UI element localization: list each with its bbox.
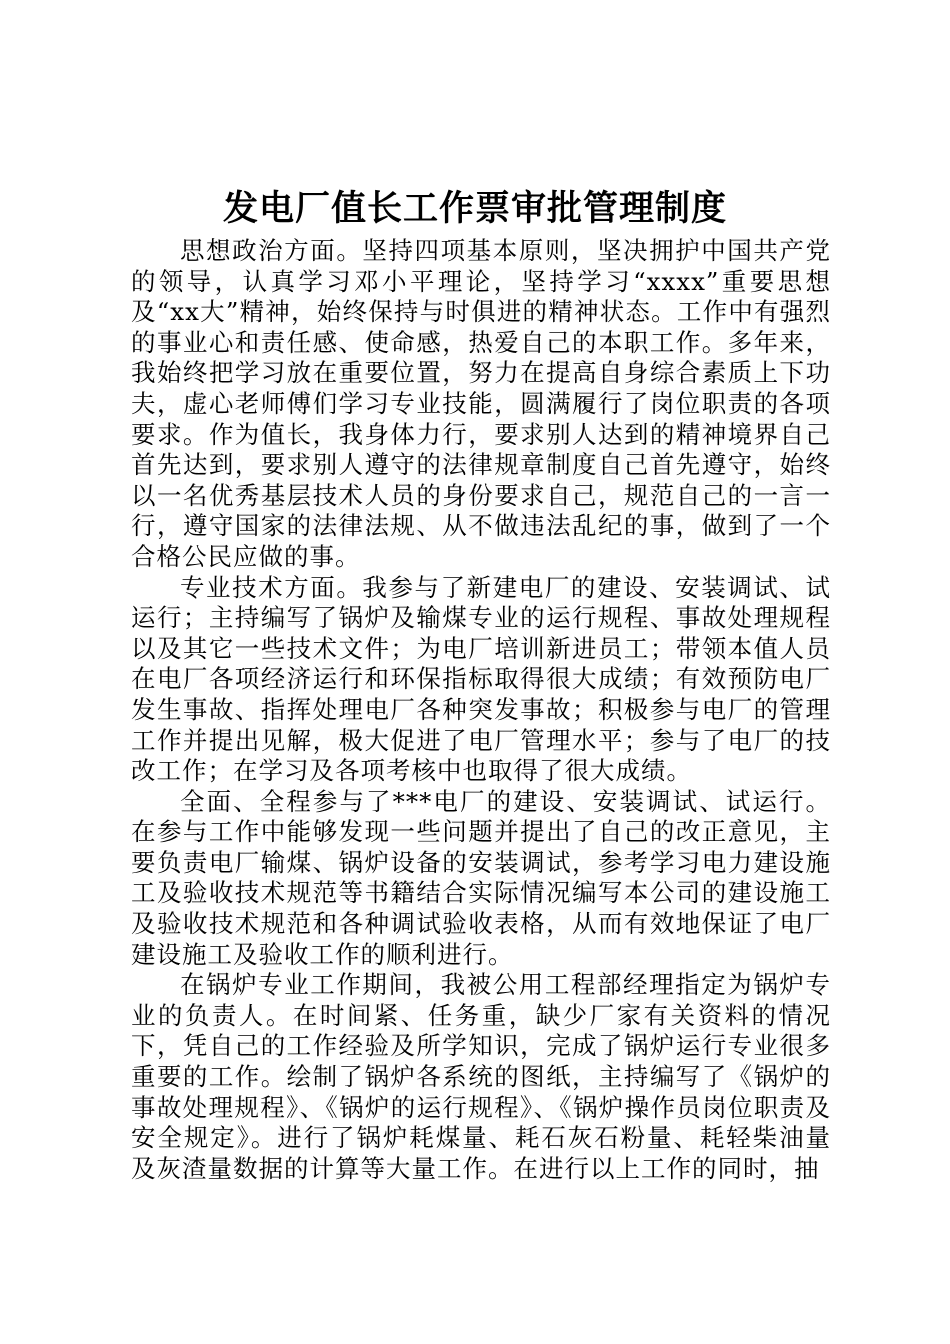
document-title: 发电厂值长工作票审批管理制度 — [222, 188, 727, 229]
paragraph-political: 思想政治方面。坚持四项基本原则，坚决拥护中国共产党的领导，认真学习邓小平理论，坚持学习“xxxx”重要思想及“xx大”精神，始终保持与时俱进的精神状态。工作中有强烈的事业心和责任感、使命感，热爱自己的本职工作。多年来，我始终把学习放在重要位置，努力在提高自身综合素质上下功夫，虚心老师傅们学习专业技能，圆满履行了岗位职责的各项要求。作为值长，我身体力行，要求别人达到的精神境界自己首先达到，要求别人遵守的法律规章制度自己首先遵守，始终以一名优秀基层技术人员的身份要求自己，规范自己的一言一行，遵守国家的法律法规、从不做违法乱纪的事，做到了一个合格公民应做的事。 — [131, 236, 831, 571]
paragraph-boiler: 在锅炉专业工作期间，我被公用工程部经理指定为锅炉专业的负责人。在时间紧、任务重，缺少厂家有关资料的情况下，凭自己的工作经验及所学知识，完成了锅炉运行专业很多重要的工作。绘制了锅炉各系统的图纸，主持编写了《锅炉的事故处理规程》、《锅炉的运行规程》、《锅炉操作员岗位职责及安全规定》。进行了锅炉耗煤量、耗石灰石粉量、耗轻柴油量及灰渣量数据的计算等大量工作。在进行以上工作的同时，抽 — [131, 970, 831, 1183]
paragraph-construction: 全面、全程参与了***电厂的建设、安装调试、试运行。在参与工作中能够发现一些问题并提出了自己的改正意见，主要负责电厂输煤、锅炉设备的安装调试，参考学习电力建设施工及验收技术规范等书籍结合实际情况编写本公司的建设施工及验收技术规范和各种调试验收表格，从而有效地保证了电厂建设施工及验收工作的顺利进行。 — [131, 786, 831, 969]
paragraph-technical: 专业技术方面。我参与了新建电厂的建设、安装调试、试运行；主持编写了锅炉及输煤专业的运行规程、事故处理规程以及其它一些技术文件；为电厂培训新进员工；带领本值人员在电厂各项经济运行和环保指标取得很大成绩；有效预防电厂发生事故、指挥处理电厂各种突发事故；积极参与电厂的管理工作并提出见解，极大促进了电厂管理水平；参与了电厂的技改工作；在学习及各项考核中也取得了很大成绩。 — [131, 572, 831, 786]
document-body — [131, 236, 831, 1184]
